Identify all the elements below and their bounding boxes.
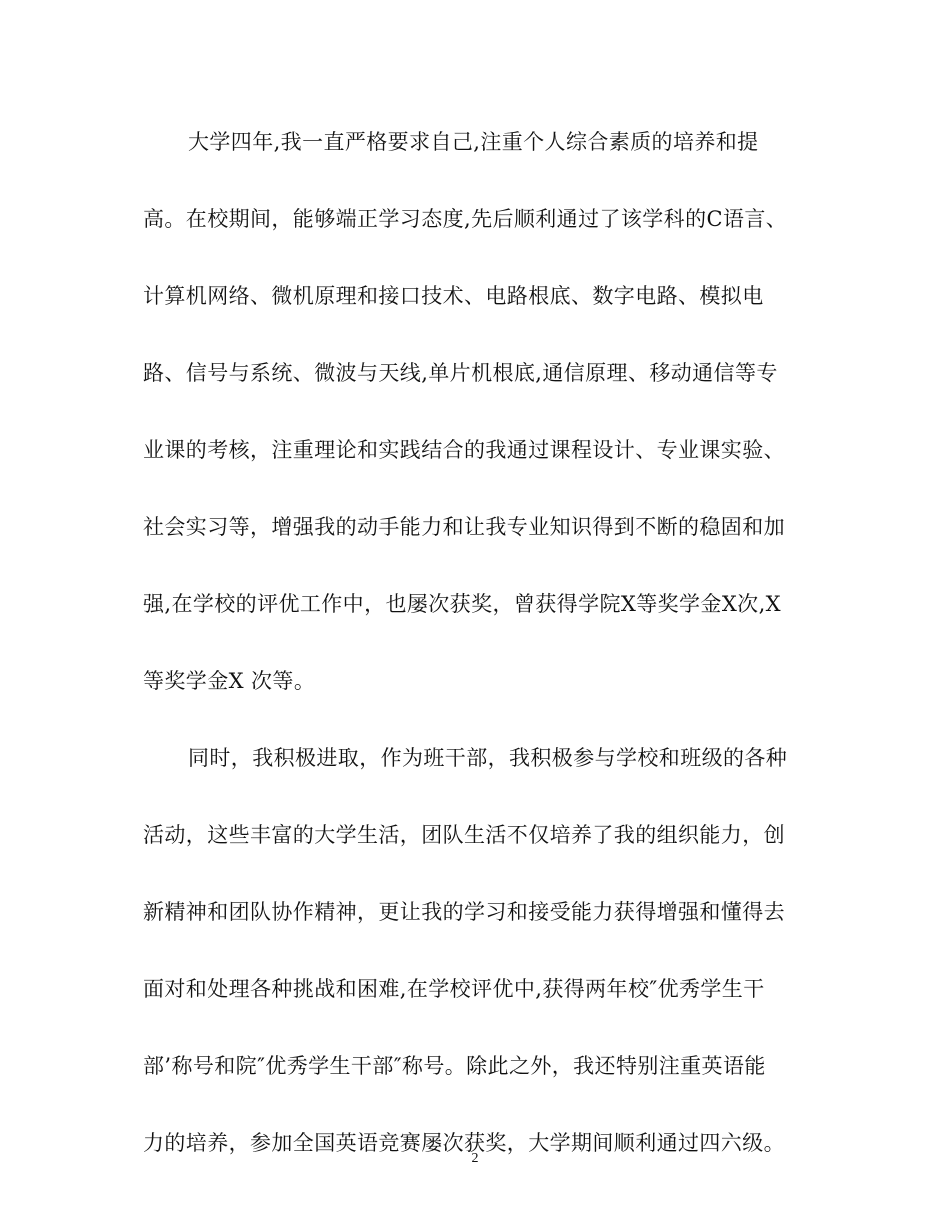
page-number: 2 xyxy=(471,1151,479,1166)
paragraph-2-line-2: 活动，这些丰富的大学生活，团队生活不仅培养了我的组织能力，创 xyxy=(143,823,785,847)
paragraph-1-line-8: 等奖学金X 次等。 xyxy=(143,669,316,693)
paragraph-1-line-4: 路、信号与系统、微波与天线,单片机根底,通信原理、移动通信等专 xyxy=(143,361,778,385)
paragraph-1-line-6: 社会实习等，增强我的动手能力和让我专业知识得到不断的稳固和加 xyxy=(143,515,785,539)
paragraph-2-line-1: 同时，我积极进取，作为班干部，我积极参与学校和班级的各种 xyxy=(188,746,788,770)
paragraph-2-line-3: 新精神和团队协作精神，更让我的学习和接受能力获得增强和懂得去 xyxy=(143,900,785,924)
paragraph-2-line-4: 面对和处理各种挑战和困难,在学校评优中,获得两年校″优秀学生干 xyxy=(143,977,765,1001)
paragraph-1-line-1: 大学四年,我一直严格要求自己,注重个人综合素质的培养和提 xyxy=(188,130,759,154)
paragraph-1-line-7: 强,在学校的评优工作中，也屡次获奖，曾获得学院X等奖学金X次,X xyxy=(143,592,781,616)
paragraph-2-line-5: 部’称号和院″优秀学生干部″称号。除此之外，我还特别注重英语能 xyxy=(143,1054,766,1078)
paragraph-1-line-2: 高。在校期间，能够端正学习态度,先后顺利通过了该学科的C语言、 xyxy=(143,207,788,231)
paragraph-2-line-6: 力的培养，参加全国英语竞赛屡次获奖，大学期间顺利通过四六级。 xyxy=(143,1131,785,1155)
paragraph-1-line-3: 计算机网络、微机原理和接口技术、电路根底、数字电路、模拟电 xyxy=(143,284,764,308)
paragraph-1-line-5: 业课的考核，注重理论和实践结合的我通过课程设计、专业课实验、 xyxy=(143,438,785,462)
